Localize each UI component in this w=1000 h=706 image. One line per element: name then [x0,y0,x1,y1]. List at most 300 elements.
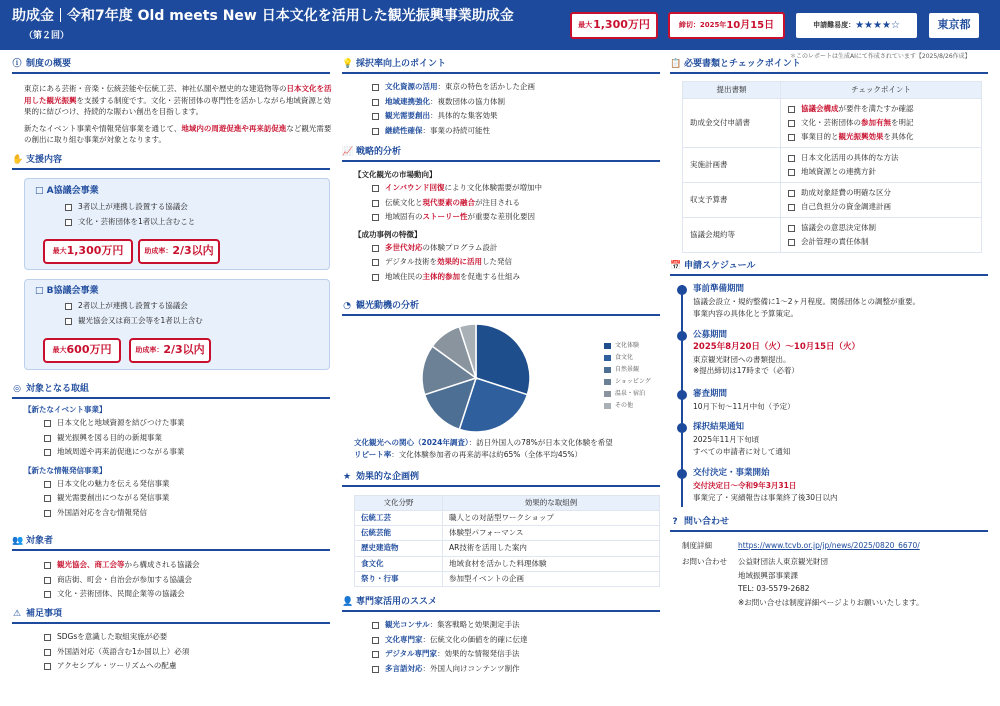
list-item [372,181,660,196]
calendar-icon: 📅 [670,261,682,271]
table-header: 効果的な取組例 [443,496,660,511]
overview-body [24,83,334,146]
experts-title: 専門家活用のススメ [356,597,438,607]
table-cell: 地域食材を活かした料理体験 [443,556,660,571]
list-item [372,255,660,270]
deadline-badge [668,12,785,39]
table-row [683,218,982,253]
list-item-highlight: 継続性確保 [385,125,423,135]
contact-value: 公益財団法人東京観光財団 [738,557,828,566]
list-item-text: した発信 [482,257,513,267]
checkbox-icon [788,225,795,232]
docs-heading [670,58,988,74]
users-icon: 👥 [12,536,24,546]
points-heading [342,58,660,74]
targets-subheading: 【新たな情報発信事業】 [24,465,107,475]
legend-label: 温泉・宿泊 [615,390,646,397]
caption-highlight: リピート率 [354,449,392,459]
overview-text: 東京にある芸術・音楽・伝統芸能や伝統工芸、神社仏閣や歴史的な建造物等の [24,84,287,93]
scheme-a-title: □ A協議会事業 [35,186,99,196]
list-item [44,587,200,602]
list-item [788,200,974,214]
list-item [788,221,974,235]
list-item-text: SDGsを意識した取組実施が必要 [57,632,168,641]
difficulty-label: 申請難易度： [813,20,856,29]
list-item [44,416,330,431]
list-item-highlight: 観光振興効果 [838,132,884,142]
list-item-text: ：具体的な集客効果 [430,111,498,120]
table-header-row [683,82,982,99]
table-cell [781,99,982,148]
checkbox-icon [372,259,379,266]
checkbox-icon [65,219,72,226]
list-item [788,130,974,144]
table-cell: AR技術を活用した案内 [443,541,660,556]
badge-prefix: 最大 [52,345,67,354]
list-item-text: が重要な差別化要因 [467,212,535,222]
list-item-text: 地域資源との連携方針 [801,167,876,177]
deadline-prefix: 締切：2025年 [678,20,727,29]
caption-highlight: 文化観光への関心（2024年調査） [354,438,469,447]
checkbox-icon [44,495,51,502]
overview-para-2 [24,123,334,146]
list-item-text: 文化・芸術団体を1者以上含むこと [78,216,196,226]
checkbox-icon [788,239,795,246]
list-item [44,431,330,446]
overview-title: 制度の概要 [26,59,72,69]
checkbox-icon [44,591,51,598]
contact-title: 問い合わせ [684,517,730,527]
table-row [355,511,660,526]
table-row [355,526,660,541]
timeline-text: すべての申請者に対して通知 [693,446,791,456]
list-item-text: から構成される協議会 [124,560,200,569]
list-item [44,477,330,492]
legend-swatch [604,379,611,385]
docs-table [682,81,982,253]
list-item-text: を促進する仕組み [460,271,520,281]
list-item-highlight: 効果的に活用 [437,257,483,267]
list-item-highlight: 文化専門家 [385,634,423,644]
list-item [372,109,535,124]
scheme-b-rate-badge [129,338,211,363]
timeline-dot [677,390,687,400]
list-item-text: ：事業の持続可能性 [422,125,490,135]
notes-title: 補足事項 [26,609,63,619]
overview-heading [12,58,330,74]
table-cell: 食文化 [355,556,443,571]
table-cell: 職人との対話型ワークショップ [443,511,660,526]
legend-item [604,366,639,374]
legend-item [604,402,633,410]
list-item-text: 伝統文化と [385,197,423,207]
legend-label: 自然景観 [615,366,640,373]
badge-prefix: 最大 [52,246,67,255]
scheme-a-max-badge [43,239,133,264]
list-item-text: 日本文化の魅力を伝える発信事業 [57,478,170,488]
difficulty-badge [795,12,918,39]
page-title [12,7,514,26]
table-row [682,584,924,598]
scheme-a-box [24,178,330,270]
list-item [65,299,203,314]
list-item-highlight: 参加有無 [861,118,891,128]
round-label: （第２回） [24,31,70,41]
list-item-text: ：複数団体の協力体制 [430,96,505,106]
list-item-highlight: 協議会構成 [801,104,839,114]
list-item [788,165,974,179]
checkbox-icon [65,204,72,211]
timeline-step-title: 審査期間 [693,389,728,399]
region-badge: 東京都 [928,12,980,39]
table-cell: 体験型パフォーマンス [443,526,660,541]
legend-item [604,354,633,362]
timeline-text: ※提出締切は17時まで（必着） [693,366,799,375]
scheme-a-rate-badge [138,239,220,264]
docs-title: 必要書類とチェックポイント [684,59,801,69]
table-row [683,183,982,218]
table-row [682,571,924,585]
timeline-step-title: 交付決定・事業開始 [693,468,770,478]
difficulty-stars: ★★★★☆ [855,19,900,31]
timeline-dot [677,331,687,341]
checkbox-icon [788,169,795,176]
checkbox-icon [372,651,379,658]
timeline-step-body [693,401,795,413]
list-item-text: デジタル技術を [385,257,438,267]
list-item-text: ：効果的な情報発信手法 [437,649,520,658]
target-icon: ◎ [13,384,21,394]
checkbox-icon [788,106,795,113]
list-item-highlight: ストーリー性 [422,212,468,222]
deadline-value: 10月15日 [726,19,775,31]
timeline-step-title: 公募期間 [693,330,728,340]
legend-label: 文化体験 [615,342,640,349]
legend-swatch [604,391,611,397]
list-item-text: 3者以上が連携し設置する協議会 [78,202,188,211]
checkbox-icon [44,481,51,488]
warning-icon: ⚠ [12,609,22,619]
timeline-text: 交付決定日〜令和9年3月31日 [693,481,797,490]
checkbox-icon [372,637,379,644]
checkbox-icon [372,84,379,91]
list-item [372,196,660,211]
list-item [65,200,195,215]
eligible-list [44,558,200,602]
list-item [65,215,195,230]
ai-note: ＊このレポートは生成AIにて作成されています【2025/8/26作成】 [790,53,971,60]
list-item [44,573,200,588]
timeline-text: 事業内容の具体化と予算策定。 [693,308,798,318]
table-header: チェックポイント [781,82,982,99]
targets-heading [12,383,330,399]
list-item-highlight: 現代要素の融合 [422,197,475,207]
list-item-text: アクセシブル・ツーリズムへの配慮 [57,661,177,670]
list-item [44,630,189,645]
list-item [44,645,189,660]
list-item-text: 地域固有の [385,212,423,222]
list-item-text: 観光需要創出につながる発信事業 [57,493,170,503]
badge-value: 1,300万円 [66,244,124,258]
list-item [372,80,535,95]
checkbox-icon [788,190,795,197]
checkbox-icon [372,113,379,120]
list-item-text: 協議会の意思決定体制 [801,223,876,233]
checkbox-icon [65,318,72,325]
lightbulb-icon: 💡 [342,59,354,69]
table-cell: 歴史建造物 [355,541,443,556]
list-item-text: 日本文化と地域資源を結びつけた事業 [57,418,185,428]
list-item [372,210,660,225]
list-item [65,314,203,329]
badge-value: 2/3以内 [163,343,205,357]
list-item-text: が注目される [475,197,520,207]
strategy-body [354,170,660,284]
overview-text: 新たなイベント事業や情報発信事業を通じて、 [24,123,182,133]
chart-icon: 📈 [342,147,354,157]
scheme-a-list [65,200,195,229]
scheme-b-title-text: B協議会事業 [46,286,99,296]
list-item-highlight: 観光需要創出 [385,111,430,120]
max-amount-value: 1,300万円 [593,18,650,32]
targets-title: 対象となる取組 [26,384,90,394]
strategy-subheading: 【文化観光の市場動向】 [354,170,437,179]
list-item-text: 地域住民の [385,271,423,281]
legend-label: ショッピング [615,378,651,385]
list-item [44,659,189,674]
table-header: 文化分野 [355,496,443,511]
max-amount-badge [570,12,658,39]
list-item [788,102,974,116]
timeline-step-body [693,480,838,503]
list-item-text: 日本文化活用の具体的な方法 [801,153,899,163]
contact-heading [670,516,988,532]
timeline-dot [677,285,687,295]
checkbox-icon [788,134,795,141]
list-item-text: ：外国人向けコンテンツ制作 [422,663,520,673]
legend-label: 食文化 [615,354,634,361]
checkbox-icon [44,435,51,442]
table-row [355,556,660,571]
list-item-text: ：集客戦略と効果測定手法 [429,620,520,629]
legend-item [604,378,651,386]
table-cell: 実施計画書 [683,148,781,183]
list-item-highlight: 文化資源の活用 [385,82,438,91]
list-item-text: 外国語対応を含む情報発信 [57,507,147,517]
checkbox-icon [44,449,51,456]
table-cell: 協議会規約等 [683,218,781,253]
list-item-highlight: 多世代対応 [385,242,423,252]
list-item [788,235,974,249]
list-item-text: 事業目的と [801,132,839,142]
timeline-text: 2025年8月20日（火）〜10月15日（火） [693,342,861,352]
motive-pie-chart [420,322,532,434]
checkbox-icon [788,204,795,211]
overview-text: を支援する制度です。文化・芸術団体の専門性を活かしながら地域資源と効 [76,95,331,105]
checkbox-icon [372,622,379,629]
motive-title: 観光動機の分析 [356,301,420,311]
eligible-title: 対象者 [26,536,54,546]
list-item-highlight: 地域連携強化 [385,96,430,106]
list-item [372,270,660,285]
overview-highlight: 日本文化を活 [286,84,332,93]
timeline-step-title: 採択結果通知 [693,422,745,432]
contact-value: 地域振興部事業課 [738,570,798,580]
table-row [683,99,982,148]
table-row [682,598,924,612]
contact-key: お問い合わせ [682,557,727,566]
caption-text: ：訪日外国人の78%が日本文化体験を希望 [468,438,613,447]
motive-caption [354,437,613,460]
legend-label: その他 [615,402,634,409]
overview-text: の創出に取り組む事業が対象となります。 [24,135,166,144]
contact-value: ※お問い合せは制度詳細ページよりお願いいたします。 [738,597,924,607]
checkbox-icon [44,562,51,569]
timeline-text: 2025年11月下旬頃 [693,435,760,444]
title-separator [60,8,61,22]
title-text: 令和7年度 Old meets New 日本文化を活用した観光振興事業助成金 [67,8,514,24]
strategy-heading [342,146,660,162]
badge-prefix: 助成率： [135,345,164,354]
list-item-highlight: インバウンド回復 [385,183,445,193]
checkbox-icon [44,577,51,584]
eligible-heading [12,535,330,551]
list-item-text: 商店街、町会・自治会が参加する協議会 [57,574,192,584]
list-item-text: 自己負担分の資金調達計画 [801,202,891,212]
list-item-text: 文化・芸術団体の [801,118,861,128]
timeline-step-title: 事前準備期間 [693,284,745,294]
list-item-highlight: 観光協会、商工会等 [57,560,125,569]
list-item-text: 助成対象経費の明確な区分 [801,188,891,198]
scheme-b-title: □ B協議会事業 [35,286,99,296]
checkbox-icon [44,649,51,656]
scheme-b-box [24,279,330,370]
list-item-text: 2者以上が連携し設置する協議会 [78,301,188,310]
scheme-a-title-text: A協議会事業 [46,186,99,196]
legend-swatch [604,367,611,373]
checkbox-icon [44,420,51,427]
list-item-text: を具体化 [883,132,914,142]
table-header: 提出書類 [683,82,781,99]
contact-link[interactable]: https://www.tcvb.or.jp/jp/news/2025/0820_6670/ [738,541,920,550]
checkbox-icon [372,185,379,192]
list-item-highlight: デジタル専門家 [385,649,438,658]
examples-table [354,495,660,587]
list-item-text: 外国語対応（英語含む1か国以上）必須 [57,646,190,656]
table-cell: 祭り・行事 [355,571,443,586]
scheme-b-list [65,299,203,328]
list-item [372,647,528,662]
checkbox-icon [44,634,51,641]
timeline-step-body [693,296,920,319]
timeline-text: 協議会設立・規約整備に1〜2ヶ月程度。関係団体との調整が重要。 [693,297,921,306]
motive-heading [342,300,660,316]
list-item-text: 観光振興を図る目的の新規事業 [57,432,162,442]
list-item-text: の体験プログラム設計 [422,242,498,252]
table-header-row [355,496,660,511]
timeline-text: 事業完了・実績報告は事業終了後30日以内 [693,492,838,502]
support-title: 支援内容 [26,155,63,165]
badge-value: 600万円 [66,343,112,357]
list-item-text: 観光協会又は商工会等を1者以上含む [78,315,203,325]
table-cell [781,148,982,183]
timeline-dot [677,423,687,433]
contact-value: TEL: 03-5579-2682 [738,584,810,593]
checkbox-icon [372,666,379,673]
timeline-text: 東京観光財団への書類提出。 [693,354,791,364]
contact-table [682,541,924,611]
scheme-b-max-badge [43,338,121,363]
checkbox-icon [65,303,72,310]
clipboard-icon: 📋 [670,59,682,69]
list-item [372,95,535,110]
info-icon: ⓘ [12,59,22,69]
notes-heading [12,608,330,624]
points-list [372,80,535,138]
legend-item [604,390,645,398]
question-icon: ? [672,517,678,527]
overview-para-1 [24,83,334,118]
list-item-highlight: 多言語対応 [385,663,423,673]
strategy-title: 戦略的分析 [356,147,402,157]
schedule-heading [670,260,988,276]
legend-swatch [604,403,611,409]
list-item-text: が要件を満たすか確認 [838,104,914,114]
timeline-dot [677,469,687,479]
list-item [44,445,330,460]
table-cell: 伝統芸能 [355,526,443,541]
legend-swatch [604,343,611,349]
star-icon: ★ [342,472,352,482]
legend-item [604,342,639,350]
list-item [788,186,974,200]
table-cell: 参加型イベントの企画 [443,571,660,586]
strategy-subheading: 【成功事例の特徴】 [354,229,422,239]
checkbox-icon [372,99,379,106]
list-item-text: 文化・芸術団体、民間企業等の協議会 [57,589,185,598]
overview-highlight: 地域内の周遊促進や再来訪促進 [181,123,287,133]
checkbox-icon [372,128,379,135]
table-row [682,557,924,571]
list-item-text: 地域周遊や再来訪促進につながる事業 [57,447,185,457]
points-title: 採択率向上のポイント [356,59,447,69]
list-item [372,618,528,633]
title-prefix: 助成金 [12,8,54,24]
badge-value: 2/3以内 [172,244,214,258]
support-heading [12,154,330,170]
table-row [683,148,982,183]
max-amount-prefix: 最大 [578,20,593,29]
notes-list [44,630,189,674]
table-row [355,571,660,586]
experts-list [372,618,528,676]
list-item [372,124,535,139]
checkbox-icon [788,155,795,162]
list-item-text: を明記 [891,118,914,128]
experts-heading [342,596,660,612]
list-item-highlight: 観光コンサル [385,620,430,629]
table-cell: 伝統工芸 [355,511,443,526]
pie-chart-icon: ◔ [343,301,351,311]
contact-key: 制度詳細 [682,541,712,550]
timeline-text: 10月下旬〜11月中旬（予定） [693,402,795,411]
list-item [44,558,200,573]
list-item [44,491,330,506]
examples-heading [342,471,660,487]
table-row [355,541,660,556]
list-item [44,506,330,521]
timeline-step-body [693,434,790,457]
